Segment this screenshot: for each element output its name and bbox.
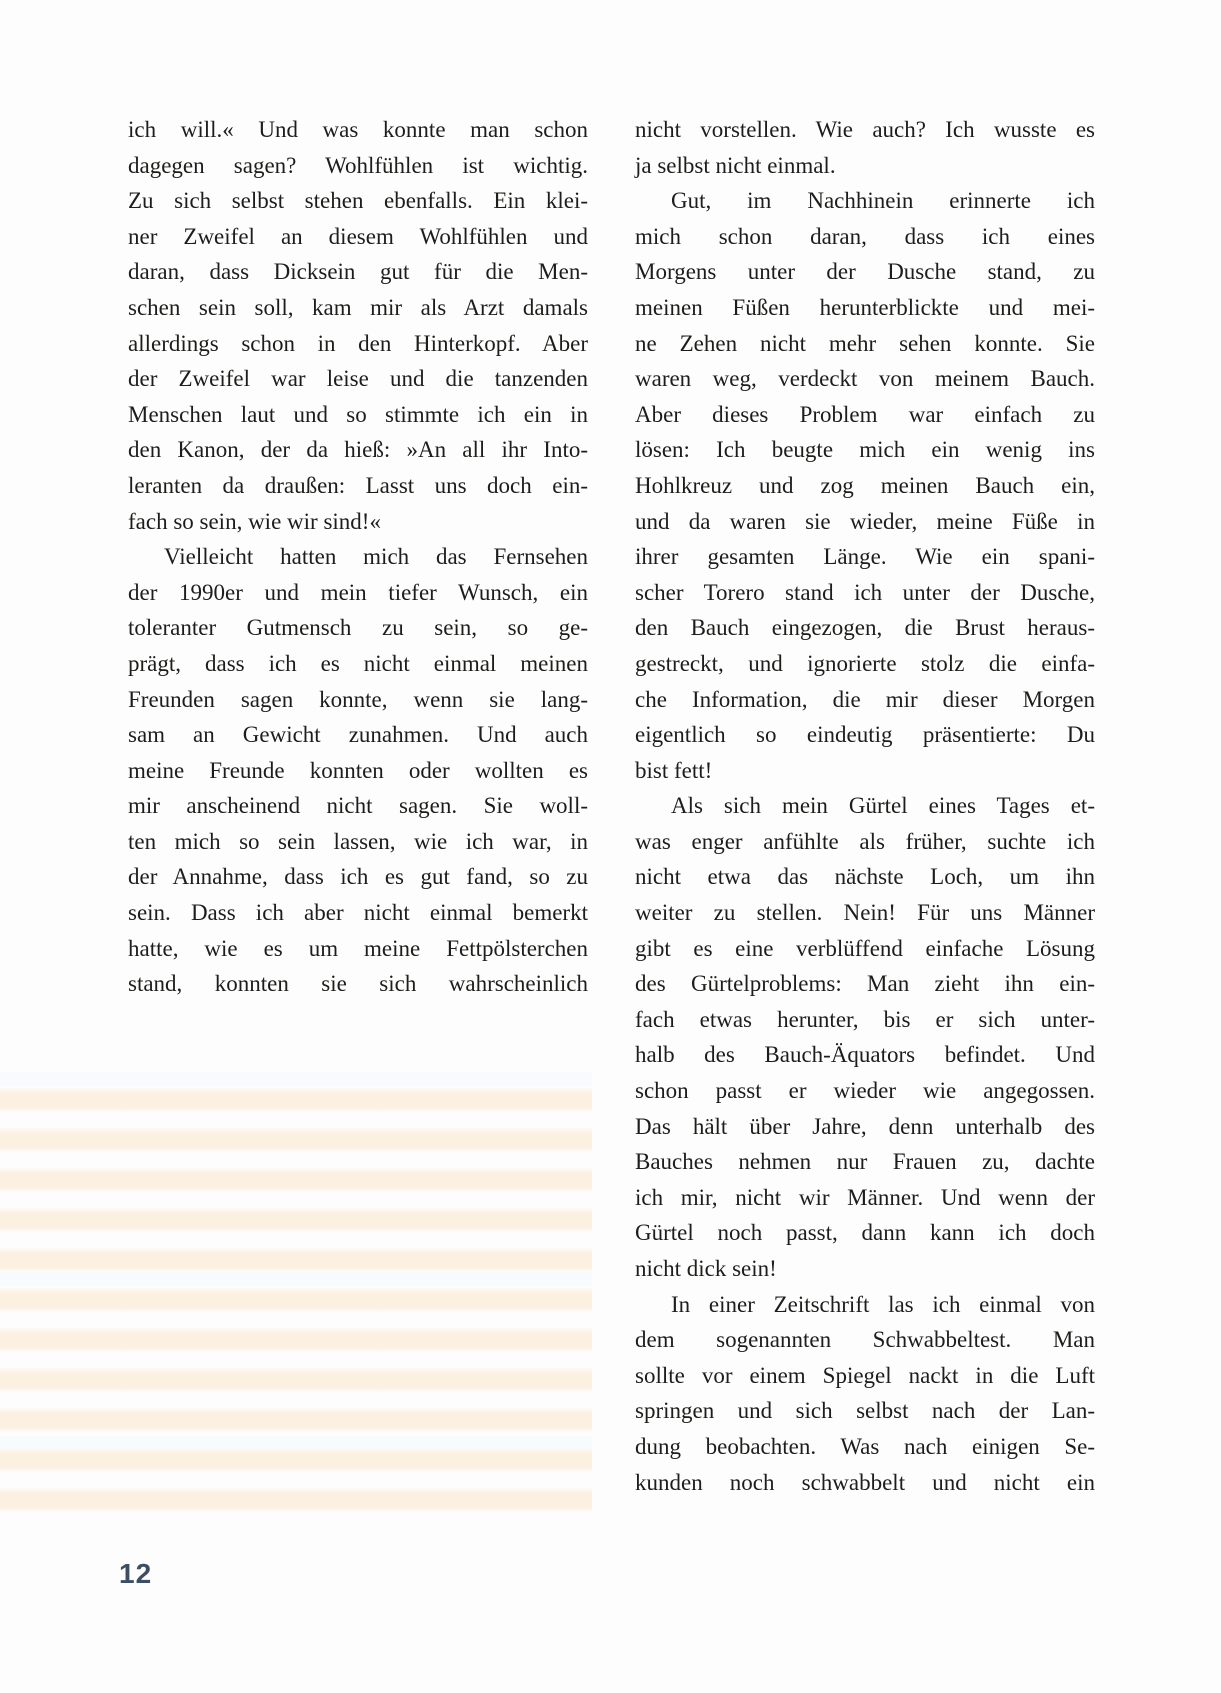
text-line: Vielleicht hatten mich das Fernsehen (164, 544, 588, 570)
text-line: meinen Füßen herunterblickte und mei- (635, 294, 1095, 320)
text-line: dung beobachten. Was nach einigen Se- (635, 1433, 1095, 1459)
text-line: dem sogenannten Schwabbeltest. Man (635, 1327, 1095, 1353)
text-line: den Kanon, der da hieß: »An all ihr Into- (128, 437, 588, 463)
text-line: schon passt er wieder wie angegossen. (635, 1078, 1095, 1104)
text-line: scher Torero stand ich unter der Dusche, (635, 579, 1095, 605)
text-line: Als sich mein Gürtel eines Tages et- (671, 793, 1095, 819)
text-line: Das hält über Jahre, denn unterhalb des (635, 1113, 1095, 1139)
text-line: Freunden sagen konnte, wenn sie lang- (128, 686, 588, 712)
text-line: ich will.« Und was konnte man schon (128, 117, 588, 142)
page-number: 12 (119, 1558, 153, 1589)
text-line: fach so sein, wie wir sind!« (128, 508, 381, 534)
text-line: Bauches nehmen nur Frauen zu, dachte (635, 1149, 1095, 1175)
text-line: nicht vorstellen. Wie auch? Ich wusste es (635, 117, 1095, 142)
text-line: springen und sich selbst nach der Lan- (635, 1398, 1095, 1424)
text-line: ner Zweifel an diesem Wohlfühlen und (128, 223, 588, 249)
text-line: gibt es eine verblüffend einfache Lösung (635, 935, 1095, 961)
text-line: sollte vor einem Spiegel nackt in die Luft (635, 1362, 1095, 1388)
text-line: kunden noch schwabbelt und nicht ein (635, 1469, 1095, 1495)
text-line: mir anscheinend nicht sagen. Sie woll- (128, 793, 588, 819)
scan-artifact-stripe-blue (0, 1436, 592, 1450)
right-text-column (635, 112, 1095, 1500)
text-line: schen sein soll, kam mir als Arzt damals (128, 294, 588, 320)
text-line: und da waren sie wieder, meine Füße in (635, 508, 1095, 534)
text-line: ten mich so sein lassen, wie ich war, in (128, 828, 588, 854)
text-line: waren weg, verdeckt von meinem Bauch. (635, 366, 1095, 392)
text-line: Menschen laut und so stimmte ich ein in (128, 401, 588, 427)
text-line: ne Zehen nicht mehr sehen konnte. Sie (635, 330, 1095, 356)
text-line: Hohlkreuz und zog meinen Bauch ein, (635, 472, 1095, 498)
text-line: was enger anfühlte als früher, suchte ich (635, 828, 1095, 854)
text-line: leranten da draußen: Lasst uns doch ein- (128, 472, 588, 498)
text-line: der 1990er und mein tiefer Wunsch, ein (128, 579, 588, 605)
text-line: ja selbst nicht einmal. (635, 152, 836, 178)
text-line: che Information, die mir dieser Morgen (635, 686, 1095, 712)
text-line: prägt, dass ich es nicht einmal meinen (128, 650, 588, 676)
text-line: allerdings schon in den Hinterkopf. Aber (128, 330, 588, 356)
text-line: nicht etwa das nächste Loch, um ihn (635, 864, 1095, 890)
text-line: halb des Bauch-Äquators befindet. Und (635, 1042, 1095, 1068)
text-line: ihrer gesamten Länge. Wie ein spani- (635, 544, 1095, 570)
text-line: Morgens unter der Dusche stand, zu (635, 259, 1095, 285)
text-line: nicht dick sein! (635, 1256, 777, 1281)
text-line: meine Freunde konnten oder wollten es (128, 757, 588, 783)
text-line: Gut, im Nachhinein erinnerte ich (671, 188, 1095, 214)
text-line: lösen: Ich beugte mich ein wenig ins (635, 437, 1095, 463)
text-line: stand, konnten sie sich wahrscheinlich (128, 971, 588, 997)
text-line: daran, dass Dicksein gut für die Men- (128, 259, 588, 285)
text-line: sam an Gewicht zunahmen. Und auch (128, 722, 588, 748)
text-line: der Annahme, dass ich es gut fand, so zu (128, 864, 588, 890)
text-line: mich schon daran, dass ich eines (635, 223, 1095, 249)
text-line: ich mir, nicht wir Männer. Und wenn der (635, 1184, 1095, 1210)
text-line: In einer Zeitschrift las ich einmal von (671, 1291, 1095, 1317)
text-line: bist fett! (635, 757, 713, 783)
text-line: gestreckt, und ignorierte stolz die einfa- (635, 650, 1095, 676)
text-line: hatte, wie es um meine Fettpölsterchen (128, 935, 588, 961)
text-line: Gürtel noch passt, dann kann ich doch (635, 1220, 1095, 1246)
text-line: eigentlich so eindeutig präsentierte: Du (635, 722, 1095, 748)
scan-artifact-stripe-blue (0, 1072, 592, 1086)
left-text-column (128, 112, 588, 1002)
text-line: Aber dieses Problem war einfach zu (635, 401, 1095, 427)
text-line: toleranter Gutmensch zu sein, so ge- (128, 615, 588, 641)
text-line: des Gürtelproblems: Man zieht ihn ein- (635, 971, 1095, 997)
text-line: Zu sich selbst stehen ebenfalls. Ein klei- (128, 188, 588, 214)
text-line: den Bauch eingezogen, die Brust heraus- (635, 615, 1095, 641)
scan-artifact-stripe-blue (0, 1272, 592, 1286)
text-line: weiter zu stellen. Nein! Für uns Männer (635, 900, 1095, 926)
text-line: fach etwas herunter, bis er sich unter- (635, 1006, 1095, 1032)
text-line: der Zweifel war leise und die tanzenden (128, 366, 588, 392)
text-line: dagegen sagen? Wohlfühlen ist wichtig. (128, 152, 588, 178)
text-line: sein. Dass ich aber nicht einmal bemerkt (128, 900, 588, 926)
